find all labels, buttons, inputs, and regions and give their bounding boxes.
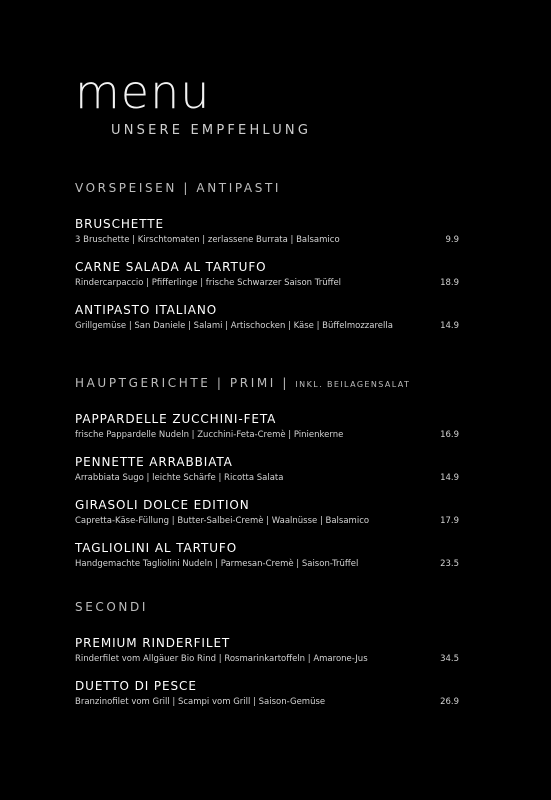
- menu-item: [75, 411, 475, 454]
- dish-price: 26.9: [440, 697, 459, 707]
- dish-description: Rinderfilet vom Allgäuer Bio Rind | Rosmarinkartoffeln | Amarone-Jus: [75, 654, 368, 664]
- section-heading-note: INKL. BEILAGENSALAT: [295, 380, 411, 389]
- menu-item: [75, 497, 475, 540]
- section-heading: [75, 180, 475, 196]
- dish-price: 14.9: [440, 321, 459, 331]
- section-hauptgerichte: [75, 375, 475, 583]
- dish-name: BRUSCHETTE: [75, 217, 164, 231]
- dish-description: frische Pappardelle Nudeln | Zucchini-Feta-Cremè | Pinienkerne: [75, 430, 344, 440]
- dish-name: PREMIUM RINDERFILET: [75, 636, 231, 650]
- dish-name: CARNE SALADA AL TARTUFO: [75, 260, 267, 274]
- section-heading-text: HAUPTGERICHTE | PRIMI |: [75, 376, 289, 390]
- section-heading-text: VORSPEISEN | ANTIPASTI: [75, 181, 282, 195]
- menu-item: [75, 454, 475, 497]
- menu-subtitle: UNSERE EMPFEHLUNG: [111, 123, 312, 138]
- dish-price: 17.9: [440, 516, 459, 526]
- dish-name: DUETTO DI PESCE: [75, 679, 197, 693]
- dish-name: ANTIPASTO ITALIANO: [75, 303, 218, 317]
- dish-price: 18.9: [440, 278, 459, 288]
- dish-price: 16.9: [440, 430, 459, 440]
- dish-description: Capretta-Käse-Füllung | Butter-Salbei-Cremè | Waalnüsse | Balsamico: [75, 516, 370, 526]
- menu-item: [75, 302, 475, 345]
- dish-name: PENNETTE ARRABBIATA: [75, 455, 233, 469]
- menu-item: [75, 216, 475, 259]
- dish-name: GIRASOLI DOLCE EDITION: [75, 498, 250, 512]
- dish-price: 34.5: [440, 654, 459, 664]
- dish-price: 23.5: [440, 559, 459, 569]
- dish-price: 14.9: [440, 473, 459, 483]
- dish-description: 3 Bruschette | Kirschtomaten | zerlassene Burrata | Balsamico: [75, 235, 340, 245]
- menu-item: [75, 540, 475, 583]
- dish-price: 9.9: [445, 235, 459, 245]
- dish-description: Grillgemüse | San Daniele | Salami | Artischocken | Käse | Büffelmozzarella: [75, 321, 393, 331]
- section-secondi: [75, 599, 475, 721]
- section-heading: [75, 375, 475, 391]
- dish-description: Arrabbiata Sugo | leichte Schärfe | Ricotta Salata: [75, 473, 284, 483]
- dish-description: Rindercarpaccio | Pfifferlinge | frische Schwarzer Saison Trüffel: [75, 278, 342, 288]
- dish-description: Handgemachte Tagliolini Nudeln | Parmesan-Cremè | Saison-Trüffel: [75, 559, 359, 569]
- section-vorspeisen: [75, 180, 475, 345]
- menu-item: [75, 635, 475, 678]
- dish-description: Branzinofilet vom Grill | Scampi vom Grill | Saison-Gemüse: [75, 697, 326, 707]
- section-heading: [75, 599, 475, 615]
- menu-item: [75, 259, 475, 302]
- dish-name: PAPPARDELLE ZUCCHINI-FETA: [75, 412, 277, 426]
- menu-item: [75, 678, 475, 721]
- menu-title: menu: [75, 65, 211, 119]
- dish-name: TAGLIOLINI AL TARTUFO: [75, 541, 238, 555]
- section-heading-text: SECONDI: [75, 600, 148, 614]
